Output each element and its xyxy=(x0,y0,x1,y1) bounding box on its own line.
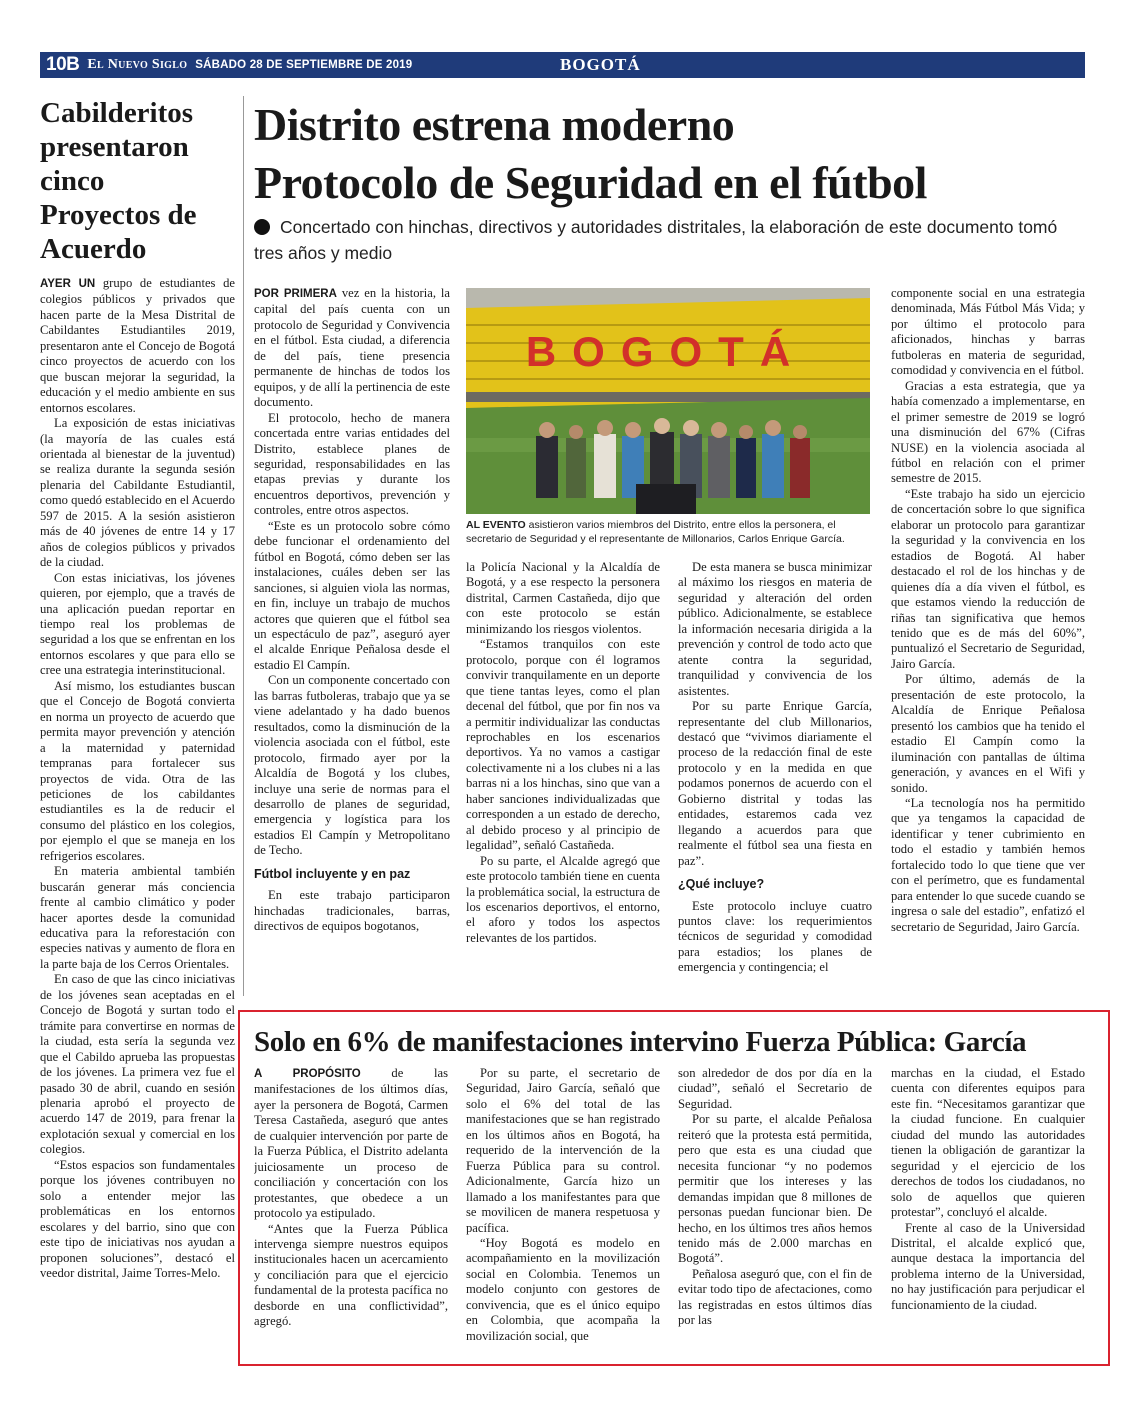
main-story-paragraph: POR PRIMERA vez en la historia, la capital del país cuenta con un protocolo de Seguridad y Convivencia en el fútbol. Esta ciudad, a diferencia de del país, tiene presencia permanente de hinchas de todos los equipos, y de allí la pertinencia de este documento. xyxy=(254,286,450,410)
main-headline-line-1: Distrito estrena moderno xyxy=(254,99,735,150)
main-story-paragraph: Con un componente concertado con las barras futboleras, trabajo que ya se viene adelantado y ha dado buenos resultados, como la disminución de la violencia asociada con el fútbol, este protocolo, firmado ayer por la Alcaldía de Bogotá y los clubes, incluye una serie de normas para el desarrollo de planes de seguridad, emergencia y logística para los estadios El Campín y Metropolitano de Techo. xyxy=(254,673,450,858)
page-number: 10B xyxy=(46,54,80,75)
side-story-paragraph: Así mismo, los estudiantes buscan que el Concejo de Bogotá convierta en norma un proyecto de acuerdo que permita mayor prevención y atención a la maternidad y paternidad tempranas para fortalecer sus proyectos de vida. Otra de las peticiones de los cabildantes estudiantiles es la de reducir el consumo del plástico en los colegios, por ejemplo el que se maneja en los refrigerios escolares. xyxy=(40,678,235,863)
box-story-paragraph: Por su parte, el alcalde Peñalosa reiteró que la protesta está permitida, pero que esta es una ciudad que necesita funcionar “y no podemos permitir que los intereses y las demandas impidan que 8 millones de personas puedan funcionar bien. De hecho, en los últimos tres años hemos tenido más de 2.000 marchas en Bogotá”. xyxy=(678,1112,872,1266)
event-photo xyxy=(466,288,870,514)
main-story-paragraph: El protocolo, hecho de manera concertada entre varias entidades del Distrito, establece planes de seguridad, responsabilidades en las etapas previas y durante los encuentros deportivos, prevención y controles, entre otros aspectos. xyxy=(254,410,450,518)
main-story-paragraph: Por último, además de la presentación de este protocolo, la Alcaldía de Enrique Peñalosa presentó los cambios que ha tenido el estadio El Campín como la iluminación con pantallas de última generación, y avances en el Wifi y sonido. xyxy=(891,672,1085,795)
box-story-title: Solo en 6% de manifestaciones intervino Fuerza Pública: García xyxy=(254,1026,1027,1058)
main-story-column-2 xyxy=(466,560,660,998)
newspaper-brand: El Nuevo Siglo xyxy=(87,57,188,72)
box-story-paragraph: Por su parte, el secretario de Seguridad, Jairo García, señaló que solo el 6% del total de las manifestaciones que se han registrado en los últimos años en Bogotá, ha requerido de la intervención de la Fuerza Pública para su control. Adicionalmente, García hizo un llamado a los manifestantes para que se movilicen de manera respetuosa y pacífica. xyxy=(466,1066,660,1235)
side-story-lead: AYER UN xyxy=(40,278,96,290)
photo-caption: AL EVENTO asistieron varios miembros del Distrito, entre ellos la personera, el secretario de Seguridad y el representante de Millonarios, Carlos Enrique García. xyxy=(466,519,845,545)
main-story-column-3 xyxy=(678,560,872,998)
main-story-paragraph: “Este es un protocolo sobre cómo debe funcionar el ordenamiento del fútbol en Bogotá, cómo deben ser las instalaciones, cuáles deben ser las sanciones, si alguien viola las normas, en fin, incluye un trabajo de muchos actores que quieren que el fútbol sea un espectáculo de paz”, aseguró ayer el alcalde Enrique Peñalosa desde el estadio El Campín. xyxy=(254,518,450,672)
side-story-title: Cabilderitos presentaron cinco Proyectos de Acuerdo xyxy=(40,97,197,265)
side-story-paragraph: Con estas iniciativas, los jóvenes quieren, por ejemplo, que a través de una aplicación puedan reportar en tiempo real los problemas de seguridad a los que se enfrentan en los entornos escolares y que para ello se cree una estrategia interinstitucional. xyxy=(40,570,235,678)
stadium-seat-lettering: BOGOTÁ xyxy=(525,328,807,375)
main-story-paragraph: componente social en una estrategia denominada, Más Fútbol Más Vida; y por último el protocolo para aficionados, hinchas y barras futboleras en materia de seguridad, comodidad y convivencia en el fútbol. xyxy=(891,286,1085,378)
main-headline-line-2: Protocolo de Seguridad en el fútbol xyxy=(254,157,927,208)
bullet-icon xyxy=(254,219,270,235)
main-story-paragraph: Po su parte, el Alcalde agregó que este protocolo también tiene en cuenta la problemática social, la estructura de los escenarios deportivos, el entorno, el aforo y todos los aspectos relevantes de los partidos. xyxy=(466,853,660,945)
main-story-paragraph: Este protocolo incluye cuatro puntos clave: los requerimientos técnicos de seguridad y comodidad para estadios; los planes de emergencia y contingencia; el xyxy=(678,898,872,975)
side-story-paragraph: AYER UN grupo de estudiantes de colegios públicos y privados que hacen parte de la Mesa Distrital de Cabildantes Estudiantiles 2019, presentaron ante el Concejo de Bogotá cinco proyectos de acuerdo con los que buscan mejorar la seguridad, la educación y el medio ambiente en sus entornos escolares. xyxy=(40,276,235,415)
main-story-paragraph: la Policía Nacional y la Alcaldía de Bogotá, y a ese respecto la personera distrital, Carmen Castañeda, dijo que con este protocolo se están minimizando los riesgos violentos. xyxy=(466,560,660,636)
main-story-subheading: Fútbol incluyente y en paz xyxy=(254,866,411,881)
page-header-bar xyxy=(40,52,1085,78)
main-story-paragraph: Gracias a esta estrategia, que ya había comenzado a implementarse, en el primer semestre de 2019 se logró una disminución del 67% (Cifras NUSE) en la violencia asociada al fútbol en relación con el primer semestre de 2015. xyxy=(891,378,1085,486)
main-story-paragraph: Por su parte Enrique García, representante del club Millonarios, destacó que “vivimos diariamente el proceso de la redacción final de este protocolo y en la medida en que podamos ponernos de acuerdo con el Gobierno distrital y todas las entidades, estaremos cada vez llegando a acuerdos para que realmente el fútbol sea una fiesta en paz”. xyxy=(678,699,872,868)
main-story-paragraph: “Estamos tranquilos con este protocolo, porque con él logramos convivir tranquilamente en un deporte que tiene tantas leyes, como el plan decenal del fútbol, que por fin nos va a permitir individualizar las conductas reprochables en los escenarios deportivos. Ya no vamos a castigar colectivamente ni a los clubes ni a las barras ni a los hinchas, sino que van a haber sanciones individualizadas que corresponden a un estado de derecho, al debido proceso y al principio de legalidad”, señaló Castañeda. xyxy=(466,637,660,853)
main-story-paragraph: De esta manera se busca minimizar al máximo los riesgos en materia de seguridad y alteración del orden público. Adicionalmente, se establece la información necesaria dirigida a la prevención y control de todo acto que atente contra la seguridad, tranquilidad y convivencia de los asistentes. xyxy=(678,560,872,698)
box-story-paragraph: “Hoy Bogotá es modelo en acompañamiento en la movilización social en Colombia. Tenemos un modelo conjunto con gestores de convivencia, que es el único equipo en Colombia, que acompaña la movilización social, que xyxy=(466,1235,660,1343)
box-story-column-1 xyxy=(254,1066,448,1356)
box-story-paragraph: Frente al caso de la Universidad Distrital, el alcalde explicó que, aunque destaca la importancia del problema interno de la Universidad, no hay justificación para perjudicar el funcionamiento de la ciudad. xyxy=(891,1220,1085,1312)
main-story-column-1 xyxy=(254,286,450,998)
main-story-lead: POR PRIMERA xyxy=(254,288,337,300)
side-story-paragraph: La exposición de estas iniciativas (la mayoría de las cuales está orientada al bienestar de la juventud) se realiza durante la segunda sesión plenaria del Cabildante Estudiantil, como quedó establecido en el Acuerdo 597 de 2015. A la sesión asistieron más de 40 jóvenes de entre 14 y 17 años de colegios públicos y privados de la ciudad. xyxy=(40,416,235,570)
issue-date: SÁBADO 28 DE SEPTIEMBRE DE 2019 xyxy=(195,59,413,71)
side-story-paragraph: En materia ambiental también buscarán generar más conciencia frente al cambio climático y poder hacer aportes desde la comunidad educativa para la reforestación con especies nativas y aumento de flora en la parte baja de los Cerros Orientales. xyxy=(40,864,235,971)
box-story-column-2 xyxy=(466,1066,660,1356)
main-story-paragraph: “La tecnología nos ha permitido que ya tengamos la capacidad de identificar y tener cubrimiento en todo el estadio y también hemos fortalecido todo lo que tiene que ver con el perímetro, que es fundamental para entender lo que sucede cuando se ingresa o sale del estadio”, enfatizó el secretario de Seguridad, Jairo García. xyxy=(891,795,1085,934)
box-story-column-4 xyxy=(891,1066,1085,1356)
box-story-paragraph: “Antes que la Fuerza Pública intervenga siempre nuestros equipos institucionales hacen un acercamiento y conciliación para que el ejercicio fundamental de la protesta pacífica no desborde en una conflictividad”, agregó. xyxy=(254,1221,448,1329)
side-story-paragraph: “Estos espacios son fundamentales porque los jóvenes contribuyen no solo a entender mejor las problemáticas en los entornos escolares y del barrio, sino que con este tipo de iniciativas nos ayudan a proponen soluciones”, destacó el veedor distrital, Jaime Torres-Melo. xyxy=(40,1157,235,1280)
box-story-column-3 xyxy=(678,1066,872,1356)
main-subhead: Concertado con hinchas, directivos y autoridades distritales, la elaboración de este documento tomó tres años y medio xyxy=(254,217,1058,263)
main-story-paragraph: “Este trabajo ha sido un ejercicio de concertación sobre lo que significa elaborar un protocolo para garantizar la seguridad y la convivencia en los estadios de Bogotá. Al haber destacado el rol de los hinchas y de quienes día a día viven el fútbol, es que estamos viendo la reducción de riñas tan significativa que hemos tenido que es de más del 60%”, puntualizó el Secretario de Seguridad, Jairo García. xyxy=(891,486,1085,671)
main-story-paragraph: En este trabajo participaron hinchadas tradicionales, barras, directivos de equipos bogotanos, xyxy=(254,888,450,934)
box-story-paragraph: Peñalosa aseguró que, con el fin de evitar todo tipo de afectaciones, como las registradas en estos últimos días por las xyxy=(678,1266,872,1328)
photo-caption-lead: AL EVENTO xyxy=(466,519,526,531)
main-headline xyxy=(254,96,1089,212)
main-story-subheading: ¿Qué incluye? xyxy=(678,877,765,892)
box-story-paragraph: son alrededor de dos por día en la ciudad”, señaló el Secretario de Seguridad. xyxy=(678,1066,872,1111)
box-story-paragraph: A PROPÓSITO de las manifestaciones de los últimos días, ayer la personera de Bogotá, Carmen Teresa Castañeda, aseguró que antes de cualquier intervención por parte de la Fuerza Pública, el Distrito adelanta juiciosamente un proceso de conciliación y concertación con los protestantes, que obedece a un protocolo ya estipulado. xyxy=(254,1066,448,1221)
side-story-paragraph: En caso de que las cinco iniciativas de los jóvenes sean aceptadas en el Concejo de Bogotá y surtan todo el trámite para convertirse en normas de la ciudad, esta sería la segunda vez que el Cabildo aprueba las propuestas de los jóvenes. La primera vez fue el pasado 30 de abril, cuando en sesión plenaria aprobó el proyecto de acuerdo 147 de 2019, para frenar la explotación sexual y comercial en los colegios. xyxy=(40,972,235,1157)
box-story-paragraph: marchas en la ciudad, el Estado cuenta con diferentes equipos para este fin. “Necesitamos garantizar que la ciudad funcione. En cualquier ciudad del mundo las autoridades tienen la obligación de garantizar la seguridad y el ejercicio de los derechos de todos los ciudadanos, no solo de aquellos que quieren protestar”, concluyó el alcalde. xyxy=(891,1066,1085,1220)
box-story-lead: A PROPÓSITO xyxy=(254,1068,361,1080)
side-story-body xyxy=(40,276,235,1356)
section-name: BOGOTÁ xyxy=(560,55,641,74)
column-divider xyxy=(243,96,244,996)
main-story-column-4 xyxy=(891,286,1085,998)
